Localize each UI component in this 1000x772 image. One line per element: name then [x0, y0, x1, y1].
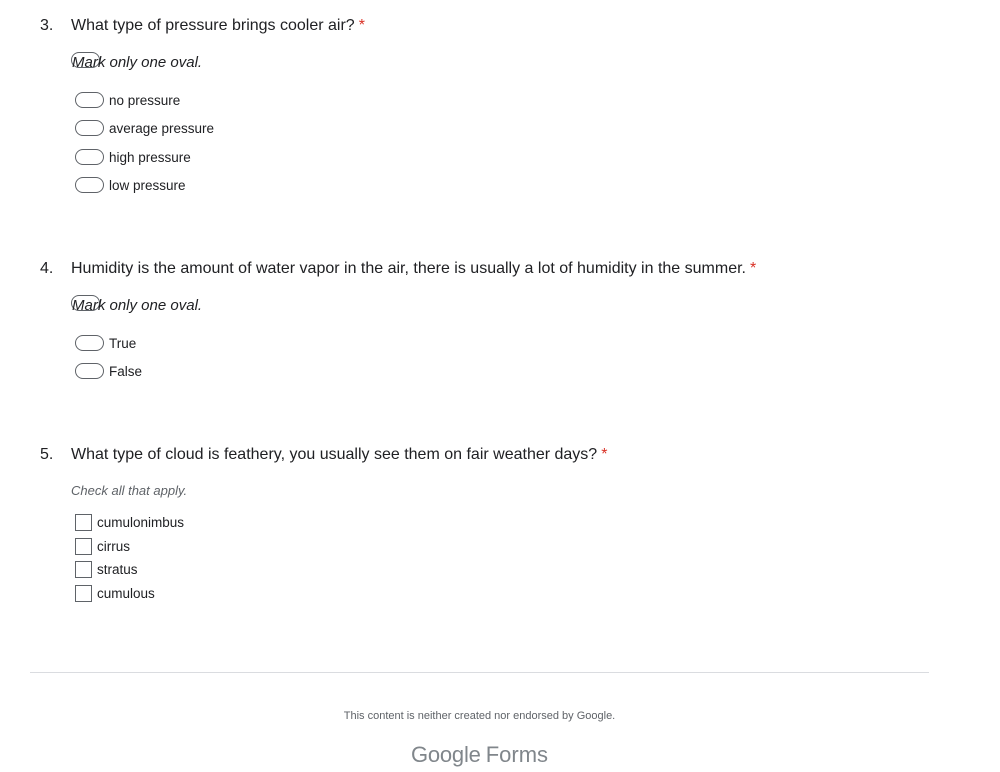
brand-google-text: Google [410, 742, 481, 767]
checkbox-option-stratus[interactable] [75, 559, 138, 579]
checkbox[interactable] [75, 514, 92, 531]
footer-divider [30, 672, 929, 673]
question-title [71, 259, 756, 279]
option-label: stratus [97, 561, 138, 577]
checkbox[interactable] [75, 585, 92, 602]
google-forms-logo[interactable] [0, 742, 959, 768]
brand-forms-text: Forms [485, 742, 549, 767]
radio-option-false[interactable] [75, 361, 142, 381]
required-asterisk: * [749, 260, 757, 277]
option-label: low pressure [109, 177, 186, 193]
checkbox[interactable] [75, 538, 92, 555]
question-number: 3. [40, 17, 54, 34]
required-asterisk: * [358, 17, 365, 34]
radio-oval[interactable] [75, 177, 104, 193]
radio-option-low-pressure[interactable] [75, 175, 186, 195]
option-label: cumulonimbus [97, 514, 185, 530]
option-label: cirrus [97, 538, 130, 554]
option-label: False [109, 363, 143, 379]
radio-option-high-pressure[interactable] [75, 147, 191, 167]
question-title-text: What type of cloud is feathery, you usually see them on fair weather days? [71, 446, 598, 463]
checkbox-option-cumulous[interactable] [75, 583, 155, 603]
option-label: no pressure [109, 92, 181, 108]
checkbox-option-cirrus[interactable] [75, 536, 130, 556]
radio-oval[interactable] [75, 149, 104, 165]
disclaimer-text: This content is neither created nor endorsed by Google. [343, 710, 616, 722]
question-instruction: Check all that apply. [71, 483, 188, 498]
checkbox-option-cumulonimbus[interactable] [75, 512, 184, 532]
radio-oval[interactable] [75, 92, 104, 108]
question-title-text: Humidity is the amount of water vapor in the air, there is usually a lot of humidity in the summer. [71, 260, 746, 277]
option-label: cumulous [97, 585, 155, 601]
question-number: 4. [40, 260, 54, 277]
question-instruction: Mark only one oval. [72, 54, 203, 71]
required-asterisk: * [601, 446, 608, 463]
radio-oval[interactable] [75, 335, 104, 351]
question-title-text: What type of pressure brings cooler air? [71, 17, 355, 34]
radio-oval[interactable] [75, 120, 104, 136]
radio-oval[interactable] [75, 363, 104, 379]
option-label: high pressure [109, 149, 191, 165]
checkbox[interactable] [75, 561, 92, 578]
option-label: average pressure [109, 120, 215, 136]
question-title [71, 16, 365, 36]
radio-option-average-pressure[interactable] [75, 118, 214, 138]
question-title [71, 445, 607, 465]
radio-option-true[interactable] [75, 333, 136, 353]
radio-option-no-pressure[interactable] [75, 90, 180, 110]
question-number: 5. [40, 446, 54, 463]
option-label: True [109, 335, 137, 351]
question-instruction: Mark only one oval. [72, 297, 203, 314]
